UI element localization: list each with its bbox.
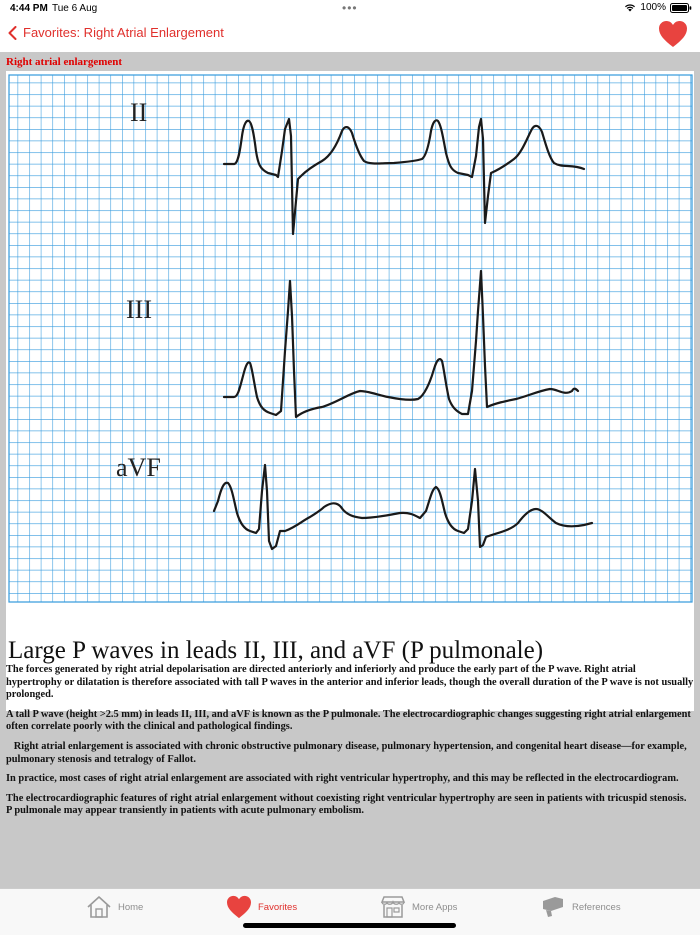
- section-title: Right atrial enlargement: [6, 56, 123, 68]
- figure-caption: Large P waves in leads II, III, and aVF (P pulmonale): [8, 637, 544, 664]
- navigation-bar: [0, 18, 700, 53]
- article-body: [6, 664, 694, 825]
- lead-label-ii: II: [130, 98, 148, 127]
- back-button[interactable]: [8, 25, 224, 40]
- tab-home-label: Home: [118, 901, 144, 913]
- paragraph-2: A tall P wave (height >2.5 mm) in leads II, III, and aVF is known as the P pulmonale. The electrocardiographic changes suggesting right atrial enlargement often correlate poorly with the clinical and pathological findings.: [6, 708, 691, 733]
- content-area[interactable]: [0, 52, 700, 888]
- status-bar: [0, 0, 700, 18]
- paragraph-4: In practice, most cases of right atrial enlargement are associated with right ventricular hypertrophy, and this may be reflected in the electrocardiogram.: [6, 773, 679, 785]
- chevron-left-icon: [8, 26, 17, 40]
- references-icon: [540, 895, 566, 919]
- status-right: [624, 2, 692, 13]
- battery-percent: 100%: [640, 2, 666, 13]
- tab-favorites-label: Favorites: [258, 901, 298, 913]
- back-button-label: Favorites: Right Atrial Enlargement: [23, 25, 224, 40]
- tab-home[interactable]: [86, 895, 143, 919]
- heart-icon: [658, 20, 688, 48]
- ecg-grid-image: [6, 71, 694, 711]
- multitasking-dots-icon[interactable]: •••: [342, 1, 358, 15]
- lead-label-avf: aVF: [116, 453, 161, 482]
- status-time: 4:44 PM: [10, 3, 48, 14]
- tab-more-apps[interactable]: [380, 895, 457, 919]
- paragraph-1: The forces generated by right atrial depolarisation are directed anteriorly and inferiorly and produce the early part of the P wave. Right atrial hypertrophy or dilatation is therefore associated with tall P waves in the anterior and inferior leads, though the overall duration of the P wave is not usually prolonged.: [6, 664, 694, 701]
- wifi-icon: [624, 3, 636, 12]
- tab-references[interactable]: [540, 895, 621, 919]
- tab-favorites[interactable]: [226, 895, 297, 919]
- home-icon: [86, 895, 112, 919]
- favorite-toggle-button[interactable]: [658, 20, 688, 53]
- home-indicator[interactable]: [243, 923, 456, 928]
- tab-more-apps-label: More Apps: [412, 901, 458, 913]
- status-date: Tue 6 Aug: [52, 3, 98, 14]
- paragraph-5: The electrocardiographic features of right atrial enlargement without coexisting right ventricular hypertrophy are seen in patients with tricuspid stenosis. P pulmonale may appear transiently in patients with acute pulmonary embolism.: [6, 792, 687, 817]
- heart-icon: [226, 895, 252, 919]
- store-icon: [380, 895, 406, 919]
- tab-references-label: References: [572, 901, 621, 913]
- paragraph-3: Right atrial enlargement is associated with chronic obstructive pulmonary disease, pulmonary hypertension, and congenital heart disease—for example, pulmonary stenosis and tetralogy of Fallot.: [6, 740, 687, 765]
- lead-label-iii: III: [126, 295, 152, 324]
- ecg-figure: [6, 71, 694, 711]
- battery-icon: [670, 3, 692, 13]
